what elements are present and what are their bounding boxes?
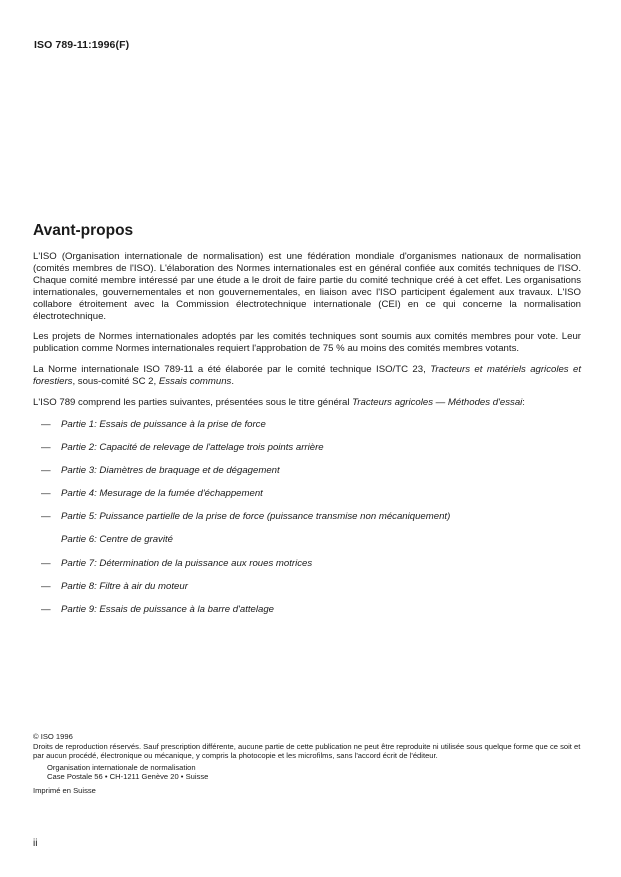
printed-in: Imprimé en Suisse: [33, 785, 96, 795]
list-item-text: Partie 5: Puissance partielle de la prise de force (puissance transmise non mécaniquement): [61, 511, 451, 523]
paragraph-iso-intro: L'ISO (Organisation internationale de normalisation) est une fédération mondiale d'organismes nationaux de normalisation (comités membres de l'ISO). L'élaboration des Normes internationales est en général confiée aux comités techniques de l'ISO. Chaque comité membre intéressé par une étude a le droit de faire partie du comité technique créé à cet effet. Les organisations internationales, gouvernementales et non gouvernementales, en liaison avec l'ISO participent également aux travaux. L'ISO collabore étroitement avec la Commission électrotechnique internationale (CEI) en ce qui concerne la normalisation électrotechnique.: [33, 251, 581, 322]
list-dash: —: [41, 511, 51, 523]
list-item-text: Partie 8: Filtre à air du moteur: [61, 580, 188, 592]
list-item: [33, 419, 581, 431]
list-dash: —: [41, 580, 51, 592]
list-dash: —: [41, 557, 51, 569]
copyright-notice: Droits de reproduction réservés. Sauf prescription différente, aucune partie de cette publication ne peut être reproduite ni utilisée sous quelque forme que ce soit et par aucun procédé, électronique ou mécanique, y compris la photocopie et les microfilms, sans l'accord écrit de l'éditeur.: [33, 741, 581, 761]
list-item-text: Partie 7: Détermination de la puissance aux roues motrices: [61, 557, 313, 569]
list-item-text: Partie 9: Essais de puissance à la barre d'attelage: [61, 603, 275, 615]
list-item: [33, 465, 581, 477]
committee-text-2: , sous-comité SC 2,: [72, 376, 159, 388]
list-item: [33, 558, 581, 570]
list-item-text: Partie 3: Diamètres de braquage et de dégagement: [61, 465, 280, 477]
list-item: [33, 511, 581, 523]
list-dash: —: [41, 603, 51, 615]
paragraph-parts-intro: [33, 397, 581, 409]
list-item-text: Partie 6: Centre de gravité: [61, 534, 173, 546]
list-item: [33, 604, 581, 616]
foreword-body: [33, 251, 581, 627]
subcommittee-title: Essais communs: [158, 376, 232, 388]
publisher-address: Case Postale 56 • CH-1211 Genève 20 • Suisse: [47, 772, 209, 782]
committee-text-1: La Norme internationale ISO 789-11 a été élaborée par le comité technique ISO/TC 23,: [33, 364, 431, 376]
parts-list: [33, 419, 581, 616]
section-title: Avant-propos: [33, 222, 134, 239]
paragraph-committee: [33, 364, 581, 388]
list-item: [33, 488, 581, 500]
list-item: [33, 581, 581, 593]
list-item-text: Partie 1: Essais de puissance à la prise de force: [61, 418, 266, 430]
list-dash: —: [41, 442, 51, 454]
document-id: ISO 789-11:1996(F): [34, 39, 130, 51]
page-number: ii: [33, 838, 38, 849]
list-item-text: Partie 4: Mesurage de la fumée d'échappement: [61, 488, 263, 500]
copyright-line: © ISO 1996: [33, 732, 73, 741]
list-dash: —: [41, 465, 51, 477]
general-title: Tracteurs agricoles — Méthodes d'essai: [352, 397, 523, 409]
list-item: [33, 442, 581, 454]
publisher-name: Organisation internationale de normalisation: [47, 762, 196, 772]
list-dash: —: [41, 488, 51, 500]
list-item-text: Partie 2: Capacité de relevage de l'attelage trois points arrière: [61, 442, 324, 454]
list-dash: —: [41, 418, 51, 430]
paragraph-voting: Les projets de Normes internationales adoptés par les comités techniques sont soumis aux comités membres pour vote. Leur publication comme Normes internationales requiert l'approbation de 75 % au moins des comités membres votants.: [33, 331, 581, 355]
list-item: [33, 534, 581, 546]
committee-title: Tracteurs et matériels agricoles et forestiers: [33, 364, 582, 388]
committee-text-3: .: [231, 376, 235, 388]
parts-intro-colon: :: [522, 397, 525, 409]
parts-intro-text: L'ISO 789 comprend les parties suivantes, présentées sous le titre général: [33, 397, 353, 409]
copyright-block: [33, 732, 585, 796]
